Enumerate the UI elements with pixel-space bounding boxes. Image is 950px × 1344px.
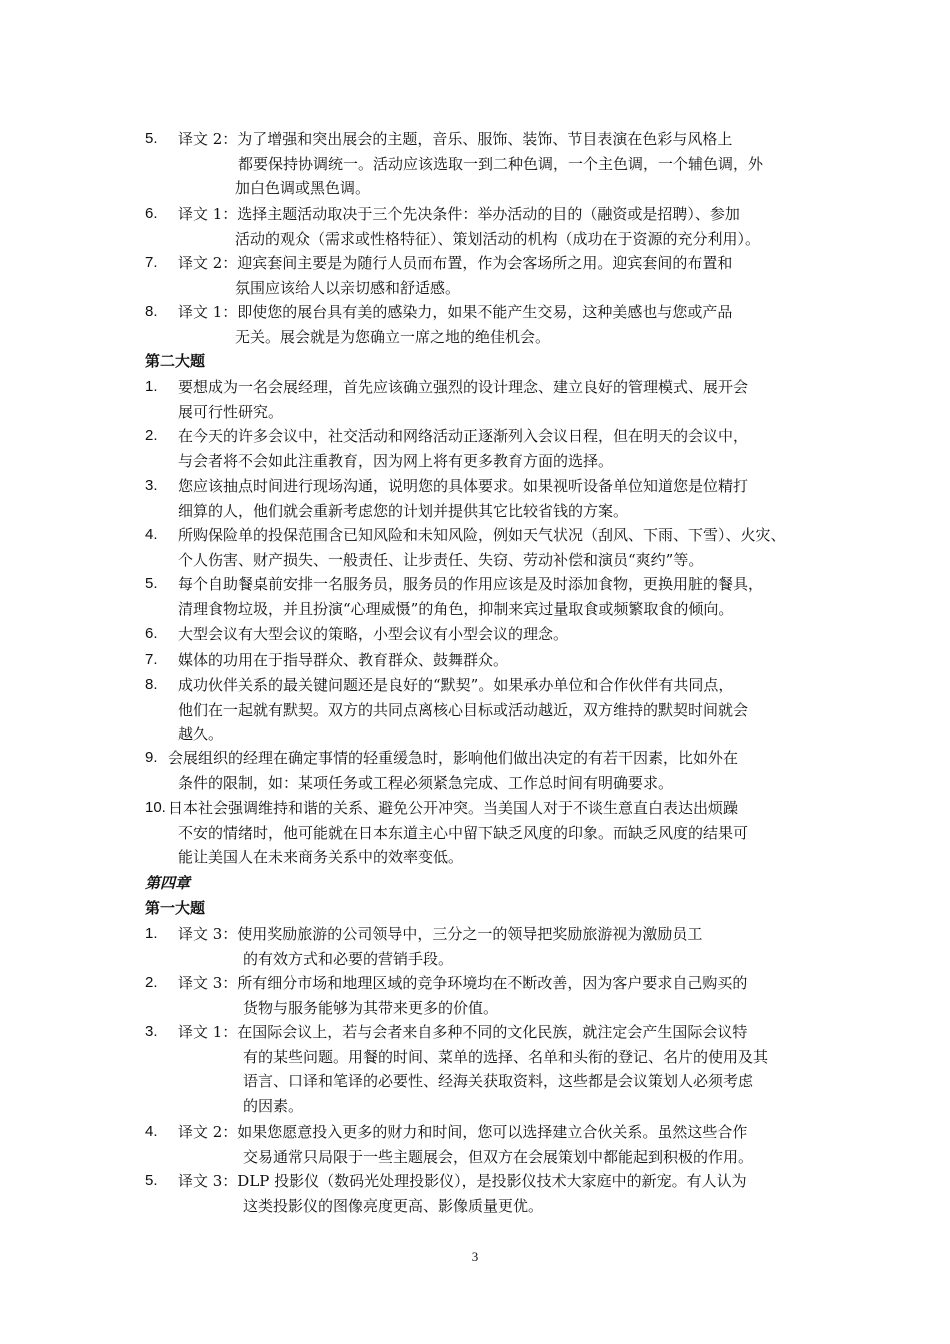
section-heading-part2: 第二大题 <box>145 352 206 370</box>
item-text-line: 译文 1：在国际会议上，若与会者来自多种不同的文化民族，就注定会产生国际会议特 <box>178 1023 748 1041</box>
item-text-line: 与会者将不会如此注重教育，因为网上将有更多教育方面的选择。 <box>178 451 614 470</box>
item-text-line: 细算的人，他们就会重新考虑您的计划并提供其它比较省钱的方案。 <box>178 501 629 520</box>
item-text-line: 展可行性研究。 <box>178 402 284 421</box>
item-number: 2. <box>145 427 158 444</box>
item-number: 2. <box>145 974 158 991</box>
item-number: 8. <box>145 676 158 693</box>
item-text-line: 有的某些问题。用餐的时间、菜单的选择、名单和头衔的登记、名片的使用及其 <box>243 1047 769 1066</box>
item-text-line: 越久。 <box>178 725 224 743</box>
item-text-line: 您应该抽点时间进行现场沟通，说明您的具体要求。如果视听设备单位知道您是位精打 <box>178 477 749 495</box>
item-text-line: 这类投影仪的图像亮度更高、影像质量更优。 <box>243 1196 544 1215</box>
item-text-line: 译文 2：迎宾套间主要是为随行人员而布置，作为会客场所之用。迎宾套间的布置和 <box>178 254 733 272</box>
item-number: 3. <box>145 1023 158 1040</box>
item-number: 6. <box>145 625 158 642</box>
item-text-line: 译文 2：如果您愿意投入更多的财力和时间，您可以选择建立合伙关系。虽然这些合作 <box>178 1123 748 1141</box>
item-text-line: 日本社会强调维持和谐的关系、避免公开冲突。当美国人对于不谈生意直白表达出烦躁 <box>168 799 739 817</box>
chapter-heading: 第四章 <box>145 874 191 892</box>
item-number: 6. <box>145 205 158 222</box>
item-text-line: 条件的限制，如：某项任务或工程必须紧急完成、工作总时间有明确要求。 <box>178 773 674 792</box>
item-text-line: 活动的观众（需求或性格特征）、策划活动的机构（成功在于资源的充分利用）。 <box>235 229 761 248</box>
item-text-line: 货物与服务能够为其带来更多的价值。 <box>243 998 499 1017</box>
item-text-line: 译文 3：DLP 投影仪（数码光处理投影仪），是投影仪技术大家庭中的新宠。有人认为 <box>178 1172 747 1190</box>
item-text-line: 译文 3：使用奖励旅游的公司领导中，三分之一的领导把奖励旅游视为激励员工 <box>178 925 703 943</box>
item-number: 7. <box>145 651 158 668</box>
item-text-line: 能让美国人在未来商务关系中的效率变低。 <box>178 848 464 866</box>
page-number: 3 <box>471 1249 479 1264</box>
item-text-line: 会展组织的经理在确定事情的轻重缓急时，影响他们做出决定的有若干因素，比如外在 <box>168 749 739 767</box>
item-number: 8. <box>145 303 158 320</box>
item-number: 1. <box>145 925 158 942</box>
item-number: 4. <box>145 1123 158 1140</box>
item-text-line: 不安的情绪时，他可能就在日本东道主心中留下缺乏风度的印象。而缺乏风度的结果可 <box>178 823 749 842</box>
item-text-line: 译文 3：所有细分市场和地理区域的竞争环境均在不断改善，因为客户要求自己购买的 <box>178 974 748 992</box>
item-number: 7. <box>145 254 158 271</box>
item-text-line: 所购保险单的投保范围含已知风险和未知风险，例如天气状况（刮风、下雨、下雪）、火灾、 <box>178 526 786 544</box>
item-text-line: 个人伤害、财产损失、一般责任、让步责任、失窃、劳动补偿和演员“爽约”等。 <box>178 550 704 569</box>
item-text-line: 要想成为一名会展经理，首先应该确立强烈的设计理念、建立良好的管理模式、展开会 <box>178 378 749 396</box>
item-text-line: 每个自助餐桌前安排一名服务员，服务员的作用应该是及时添加食物，更换用脏的餐具， <box>178 575 764 593</box>
item-text-line: 加白色调或黑色调。 <box>235 179 371 197</box>
item-number: 3. <box>145 477 158 494</box>
item-number: 1. <box>145 378 158 395</box>
item-text-line: 都要保持协调统一。活动应该选取一到二种色调，一个主色调，一个辅色调，外 <box>238 154 764 173</box>
item-number: 4. <box>145 526 158 543</box>
item-text-line: 清理食物垃圾，并且扮演“心理威慑”的角色，抑制来宾过量取食或频繁取食的倾向。 <box>178 599 734 618</box>
item-text-line: 译文 2：为了增强和突出展会的主题，音乐、服饰、装饰、节目表演在色彩与风格上 <box>178 130 733 148</box>
item-number: 5. <box>145 130 158 147</box>
item-text-line: 在今天的许多会议中，社交活动和网络活动正逐渐列入会议日程，但在明天的会议中， <box>178 427 749 445</box>
item-text-line: 他们在一起就有默契。双方的共同点离核心目标或活动越近，双方维持的默契时间就会 <box>178 700 749 719</box>
section-heading-part1: 第一大题 <box>145 899 206 917</box>
item-number: 9. <box>145 749 158 766</box>
item-text-line: 译文 1：即使您的展台具有美的感染力，如果不能产生交易，这种美感也与您或产品 <box>178 303 733 321</box>
item-text-line: 无关。展会就是为您确立一席之地的绝佳机会。 <box>235 327 551 346</box>
item-text-line: 的因素。 <box>243 1096 304 1115</box>
item-number: 10. <box>145 799 166 816</box>
item-number: 5. <box>145 575 158 592</box>
item-text-line: 成功伙伴关系的最关键问题还是良好的“默契”。如果承办单位和合作伙伴有共同点， <box>178 676 734 694</box>
item-text-line: 的有效方式和必要的营销手段。 <box>243 949 454 968</box>
item-text-line: 媒体的功用在于指导群众、教育群众、鼓舞群众。 <box>178 651 509 669</box>
item-text-line: 交易通常只局限于一些主题展会，但双方在会展策划中都能起到积极的作用。 <box>243 1147 754 1166</box>
item-text-line: 大型会议有大型会议的策略，小型会议有小型会议的理念。 <box>178 625 569 643</box>
item-number: 5. <box>145 1172 158 1189</box>
item-text-line: 译文 1：选择主题活动取决于三个先决条件：举办活动的目的（融资或是招聘）、参加 <box>178 205 740 223</box>
item-text-line: 氛围应该给人以亲切感和舒适感。 <box>235 278 461 297</box>
item-text-line: 语言、口译和笔译的必要性、经海关获取资料，这些都是会议策划人必须考虑 <box>243 1072 754 1090</box>
